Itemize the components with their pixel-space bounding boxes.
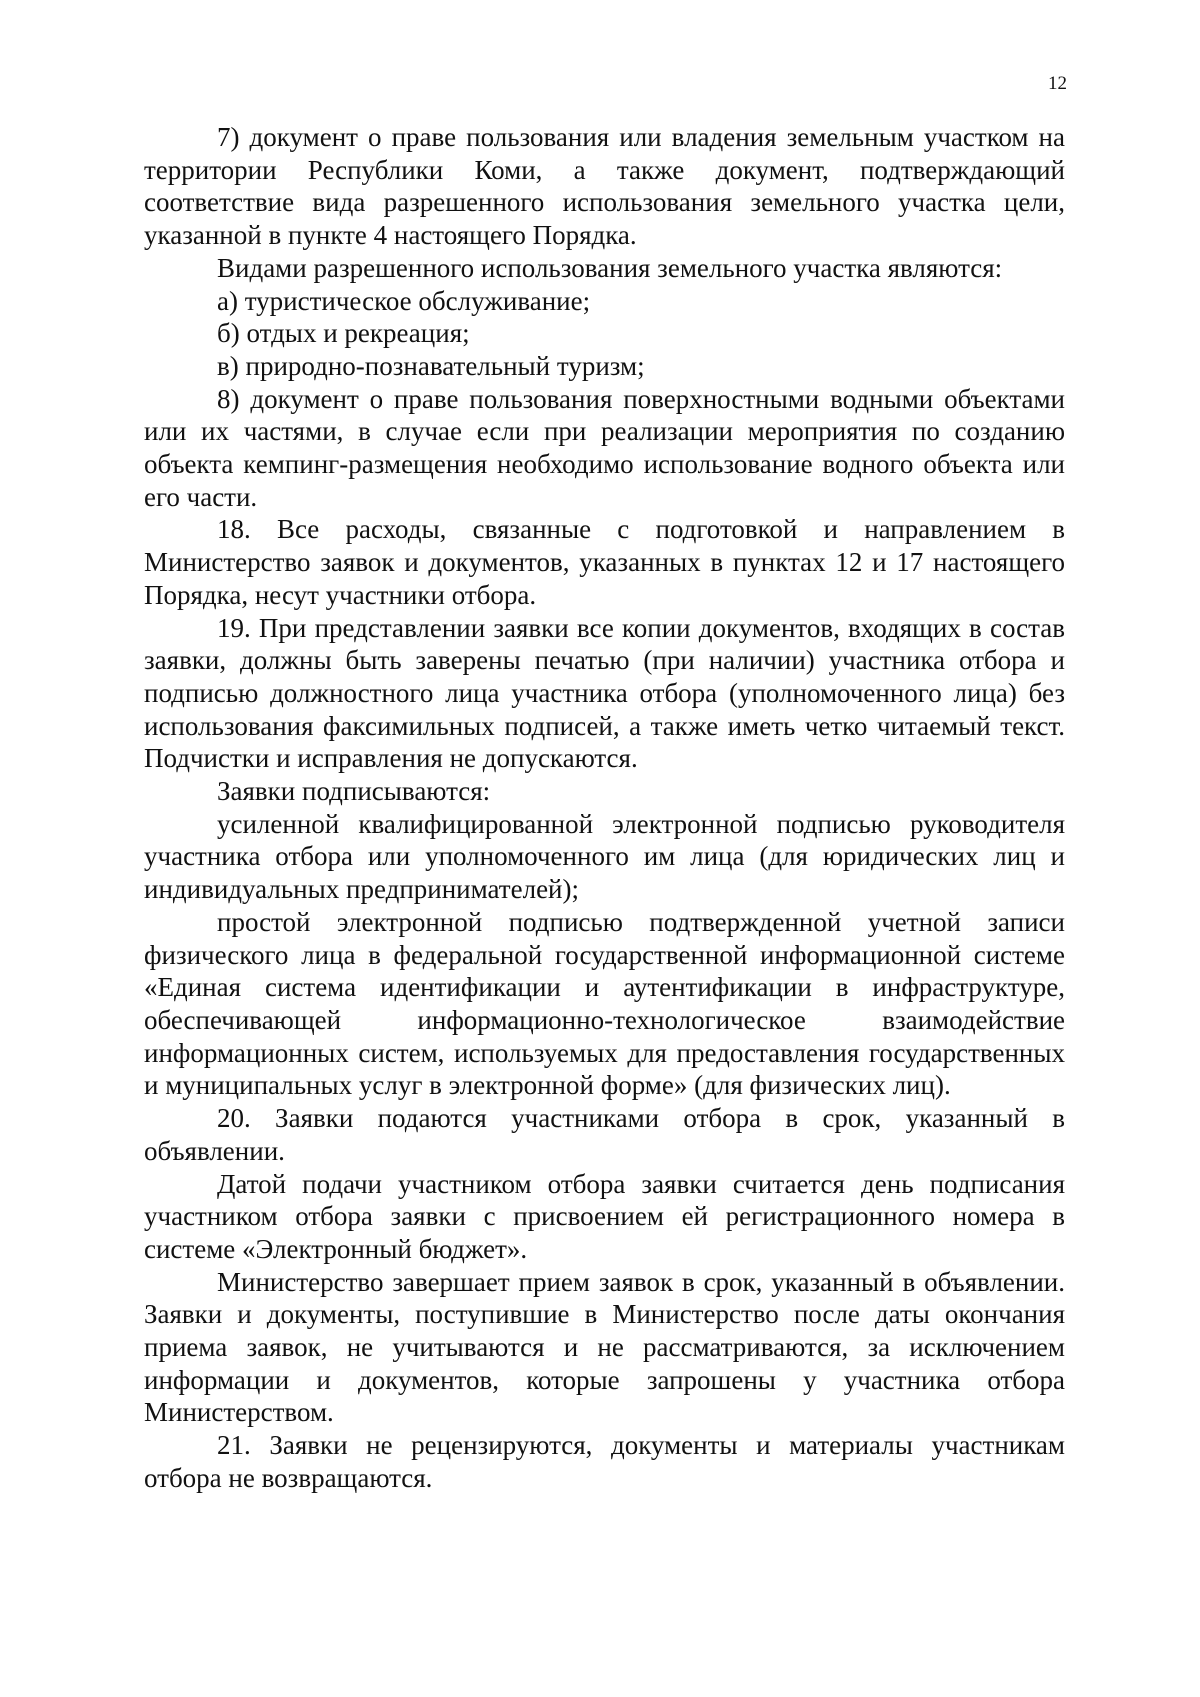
paragraph-clause-18: 18. Все расходы, связанные с подготовкой и направлением в Министерство заявок и документов, указанных в пунктах 12 и 17 настоящего Порядка, несут участники отбора. — [144, 514, 1065, 610]
paragraph-clause-21: 21. Заявки не рецензируются, документы и материалы участникам отбора не возвращаются. — [144, 1430, 1065, 1493]
paragraph-simple-signature: простой электронной подписью подтвержденной учетной записи физического лица в федеральной государственной информационной системе «Единая система идентификации и аутентификации в инфраструктуре, обеспечивающей информационно-технологическое взаимодействие информационных систем, используемых для предоставления государственных и муниципальных услуг в электронной форме» (для физических лиц). — [144, 906, 1065, 1101]
paragraph-land-use-types: Видами разрешенного использования земельного участка являются: — [217, 252, 1003, 283]
paragraph-list-item-b: б) отдых и рекреация; — [217, 318, 470, 349]
document-body — [144, 121, 1065, 1495]
page-number: 12 — [1048, 73, 1067, 94]
paragraph-qualified-signature: усиленной квалифицированной электронной подписью руководителя участника отбора или уполномоченного им лица (для юридических лиц и индивидуальных предпринимателей); — [144, 808, 1065, 905]
paragraph-clause-19: 19. При представлении заявки все копии документов, входящих в состав заявки, должны быть заверены печатью (при наличии) участника отбора и подписью должностного лица участника отбора (уполномоченного лица) без использования факсимильных подписей, а также иметь четко читаемый текст. Подчистки и исправления не допускаются. — [144, 612, 1065, 774]
paragraph-item-8: 8) документ о праве пользования поверхностными водными объектами или их частями, в случае если при реализации мероприятия по созданию объекта кемпинг-размещения необходимо использование водного объекта или его части. — [144, 383, 1065, 512]
paragraph-acceptance-end: Министерство завершает прием заявок в срок, указанный в объявлении. Заявки и документы, поступившие в Министерство после даты окончания приема заявок, не учитываются и не рассматриваются, за исключением информации и документов, которые запрошены у участника отбора Министерством. — [144, 1266, 1065, 1428]
paragraph-list-item-v: в) природно-познавательный туризм; — [217, 350, 645, 381]
paragraph-item-7: 7) документ о праве пользования или владения земельным участком на территории Республики Коми, а также документ, подтверждающий соответствие вида разрешенного использования земельного участка цели, указанной в пункте 4 настоящего Порядка. — [144, 122, 1065, 251]
paragraph-list-item-a: а) туристическое обслуживание; — [217, 285, 591, 316]
paragraph-submission-date: Датой подачи участником отбора заявки считается день подписания участником отбора заявки с присвоением ей регистрационного номера в системе «Электронный бюджет». — [144, 1168, 1065, 1264]
paragraph-signing-intro: Заявки подписываются: — [217, 776, 491, 807]
paragraph-clause-20: 20. Заявки подаются участниками отбора в срок, указанный в объявлении. — [144, 1103, 1065, 1166]
